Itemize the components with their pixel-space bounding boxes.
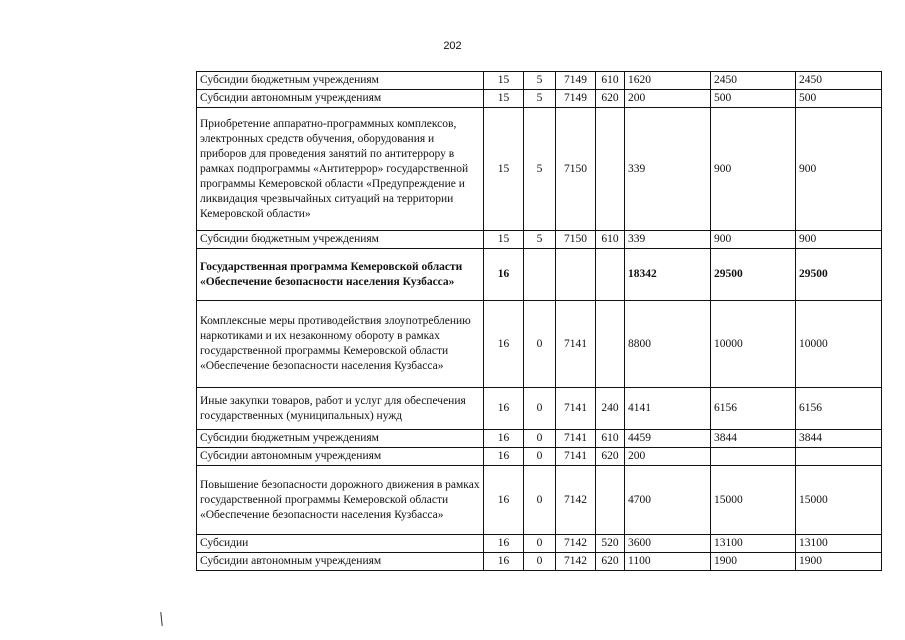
budget-table (196, 71, 882, 571)
page-number: 202 (443, 40, 462, 52)
expense-type-cell: 620 (596, 90, 625, 108)
row-name-cell: Субсидии автономным учреждениям (197, 90, 484, 108)
margin-mark (160, 612, 162, 626)
target-article-cell: 7142 (556, 466, 596, 535)
gp-code-cell: 16 (484, 388, 524, 430)
expense-type-cell (596, 249, 625, 301)
target-article-cell: 7150 (556, 231, 596, 249)
subprogram-code-cell: 0 (524, 553, 556, 571)
subprogram-code-cell: 5 (524, 72, 556, 90)
subprogram-code-cell: 0 (524, 535, 556, 553)
amount-year1-cell: 18342 (625, 249, 711, 301)
expense-type-cell: 610 (596, 72, 625, 90)
amount-year1-cell: 200 (625, 448, 711, 466)
expense-type-cell: 610 (596, 430, 625, 448)
subprogram-code-cell: 5 (524, 108, 556, 231)
row-name-cell: Субсидии автономным учреждениям (197, 448, 484, 466)
gp-code-cell: 16 (484, 301, 524, 388)
expense-type-cell: 620 (596, 553, 625, 571)
table-row (197, 108, 882, 231)
gp-code-cell: 15 (484, 231, 524, 249)
table-row (197, 466, 882, 535)
target-article-cell: 7141 (556, 301, 596, 388)
row-name-cell: Субсидии бюджетным учреждениям (197, 231, 484, 249)
amount-year1-cell: 339 (625, 108, 711, 231)
table-row (197, 553, 882, 571)
target-article-cell: 7141 (556, 448, 596, 466)
amount-year3-cell: 900 (796, 231, 882, 249)
amount-year1-cell: 3600 (625, 535, 711, 553)
subprogram-code-cell (524, 249, 556, 301)
row-name-cell: Приобретение аппаратно-программных комплексов, электронных средств обучения, оборудования и приборов для проведения занятий по антитеррору в рамках подпрограммы «Антитеррор» государственной программы Кемеровской области «Предупреждение и ликвидация чрезвычайных ситуаций на территории Кемеровской области» (197, 108, 484, 231)
target-article-cell (556, 249, 596, 301)
amount-year3-cell: 1900 (796, 553, 882, 571)
gp-code-cell: 16 (484, 466, 524, 535)
target-article-cell: 7150 (556, 108, 596, 231)
amount-year3-cell: 29500 (796, 249, 882, 301)
row-name-cell: Субсидии бюджетным учреждениям (197, 430, 484, 448)
amount-year2-cell: 900 (711, 231, 796, 249)
target-article-cell: 7141 (556, 388, 596, 430)
amount-year2-cell: 500 (711, 90, 796, 108)
target-article-cell: 7142 (556, 535, 596, 553)
amount-year1-cell: 8800 (625, 301, 711, 388)
gp-code-cell: 16 (484, 430, 524, 448)
amount-year2-cell: 900 (711, 108, 796, 231)
target-article-cell: 7149 (556, 90, 596, 108)
gp-code-cell: 16 (484, 553, 524, 571)
amount-year2-cell: 2450 (711, 72, 796, 90)
amount-year3-cell: 2450 (796, 72, 882, 90)
expense-type-cell: 610 (596, 231, 625, 249)
row-name-cell: Повышение безопасности дорожного движения в рамках государственной программы Кемеровской области «Обеспечение безопасности населения Кузбасса» (197, 466, 484, 535)
subprogram-code-cell: 0 (524, 448, 556, 466)
amount-year3-cell: 13100 (796, 535, 882, 553)
target-article-cell: 7149 (556, 72, 596, 90)
table-row (197, 535, 882, 553)
table-row (197, 90, 882, 108)
table-row (197, 430, 882, 448)
gp-code-cell: 16 (484, 535, 524, 553)
gp-code-cell: 16 (484, 249, 524, 301)
amount-year3-cell: 900 (796, 108, 882, 231)
amount-year2-cell: 10000 (711, 301, 796, 388)
target-article-cell: 7142 (556, 553, 596, 571)
subprogram-code-cell: 0 (524, 430, 556, 448)
amount-year2-cell: 15000 (711, 466, 796, 535)
target-article-cell: 7141 (556, 430, 596, 448)
table-body (197, 72, 882, 571)
amount-year2-cell: 6156 (711, 388, 796, 430)
row-name-cell: Иные закупки товаров, работ и услуг для обеспечения государственных (муниципальных) нужд (197, 388, 484, 430)
amount-year2-cell: 1900 (711, 553, 796, 571)
amount-year1-cell: 1100 (625, 553, 711, 571)
gp-code-cell: 15 (484, 90, 524, 108)
gp-code-cell: 16 (484, 448, 524, 466)
gp-code-cell: 15 (484, 108, 524, 231)
expense-type-cell (596, 301, 625, 388)
amount-year2-cell: 13100 (711, 535, 796, 553)
table-row (197, 448, 882, 466)
amount-year1-cell: 200 (625, 90, 711, 108)
subprogram-code-cell: 0 (524, 301, 556, 388)
subprogram-code-cell: 0 (524, 466, 556, 535)
expense-type-cell (596, 108, 625, 231)
subprogram-code-cell: 0 (524, 388, 556, 430)
table-row (197, 388, 882, 430)
row-name-cell: Субсидии автономным учреждениям (197, 553, 484, 571)
amount-year3-cell: 10000 (796, 301, 882, 388)
expense-type-cell (596, 466, 625, 535)
amount-year3-cell: 3844 (796, 430, 882, 448)
amount-year3-cell (796, 448, 882, 466)
expense-type-cell: 620 (596, 448, 625, 466)
amount-year2-cell: 3844 (711, 430, 796, 448)
expense-type-cell: 240 (596, 388, 625, 430)
table-row (197, 72, 882, 90)
table-row (197, 231, 882, 249)
amount-year1-cell: 4141 (625, 388, 711, 430)
amount-year1-cell: 1620 (625, 72, 711, 90)
amount-year3-cell: 6156 (796, 388, 882, 430)
gp-code-cell: 15 (484, 72, 524, 90)
row-name-cell: Государственная программа Кемеровской области «Обеспечение безопасности населения Кузбасса» (197, 249, 484, 301)
expense-type-cell: 520 (596, 535, 625, 553)
subprogram-code-cell: 5 (524, 90, 556, 108)
row-name-cell: Комплексные меры противодействия злоупотреблению наркотиками и их незаконному обороту в рамках государственной программы Кемеровской области «Обеспечение безопасности населения Кузбасса» (197, 301, 484, 388)
row-name-cell: Субсидии (197, 535, 484, 553)
amount-year3-cell: 15000 (796, 466, 882, 535)
amount-year1-cell: 4700 (625, 466, 711, 535)
amount-year3-cell: 500 (796, 90, 882, 108)
amount-year1-cell: 339 (625, 231, 711, 249)
subprogram-code-cell: 5 (524, 231, 556, 249)
row-name-cell: Субсидии бюджетным учреждениям (197, 72, 484, 90)
amount-year1-cell: 4459 (625, 430, 711, 448)
table-row (197, 301, 882, 388)
amount-year2-cell: 29500 (711, 249, 796, 301)
amount-year2-cell (711, 448, 796, 466)
table-row (197, 249, 882, 301)
